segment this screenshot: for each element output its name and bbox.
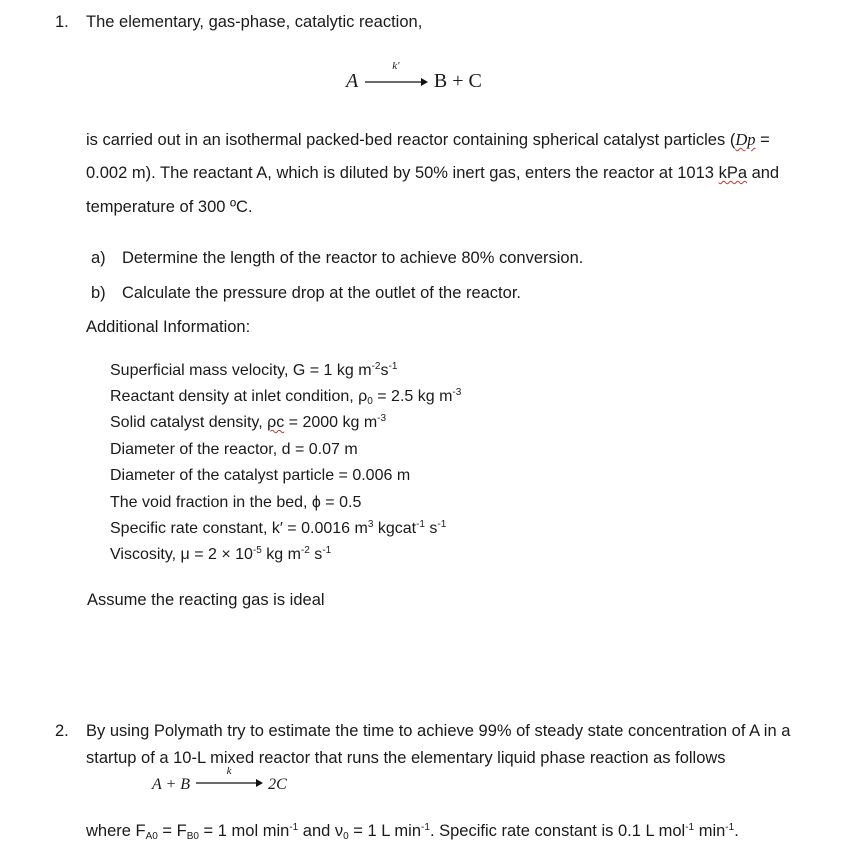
q2-where-line: where $F_{A0} = F_{B0} = 1$ mol $\min^{-1}$ and $\nu_0 = 1$ L $\min^{-1}$. Specific rate constant is 0.1 L mol$^{-1}$ $\min^{-1}$. — [86, 822, 739, 842]
info-catalyst-density: Solid catalyst density, ρc = 2000 kg $m^{-3}$ — [110, 413, 387, 431]
q1-body-line2 — [86, 164, 779, 183]
info-viscosity: Viscosity, $\mu = 2 \times 10^{-5}$ kg $m^{-2}$ $s^{-1}$ — [110, 545, 332, 563]
q2-number: 2. — [55, 722, 69, 740]
assume-ideal-gas: Assume the reacting gas is ideal — [87, 591, 325, 609]
info-reactor-diameter: Diameter of the reactor, d = 0.07 m — [110, 441, 358, 458]
q1-reactant: A — [346, 70, 358, 92]
q2-line1: By using Polymath try to estimate the time to achieve 99% of steady state concentration of A in a — [86, 722, 791, 740]
q1-body-line1 — [86, 130, 770, 150]
part-b-label: b) — [91, 284, 106, 302]
info-void-fraction: The void fraction in the bed, ϕ = 0.5 — [110, 494, 362, 511]
additional-info-title: Additional Information: — [86, 318, 251, 336]
part-a-label: a) — [91, 249, 106, 267]
q2-reaction-equation — [152, 765, 287, 794]
part-a-text: Determine the length of the reactor to achieve 80% conversion. — [122, 249, 584, 267]
q1-number: 1. — [55, 13, 69, 31]
reaction-arrow-icon — [194, 765, 264, 794]
info-mass-velocity: Superficial mass velocity, G = 1 kg $m^{-2}s^{-1}$ — [110, 361, 398, 379]
q2-rate-constant: k — [226, 765, 232, 778]
q1-body-text: is carried out in an isothermal packed-bed reactor containing spherical catalyst particles ( — [86, 131, 736, 149]
q2-products: 2C — [268, 776, 287, 793]
q1-title: The elementary, gas-phase, catalytic reaction, — [86, 13, 423, 31]
q2-line2: startup of a 10-L mixed reactor that runs the elementary liquid phase reaction as follows — [86, 749, 726, 767]
part-b-text: Calculate the pressure drop at the outlet of the reactor. — [122, 284, 521, 302]
info-rate-constant: Specific rate constant, k′ = 0.0016 $m^3$ kgcat$^{-1}$ $s^{-1}$ — [110, 519, 447, 537]
reaction-arrow-icon — [363, 59, 429, 94]
q2-reactants: A + B — [152, 776, 191, 793]
q1-body-text: and — [747, 164, 780, 182]
q1-rate-constant: k′ — [392, 59, 400, 72]
q1-products: B + C — [433, 70, 482, 92]
q1-body-text: = — [755, 131, 770, 149]
q1-reaction-equation — [346, 59, 482, 94]
dp-symbol: Dp — [735, 130, 756, 149]
q1-body-line3: temperature of 300 ºC. — [86, 198, 253, 216]
info-particle-diameter: Diameter of the catalyst particle = 0.006 m — [110, 467, 411, 484]
kpa-unit: kPa — [718, 164, 747, 182]
rho-c-symbol: ρc — [267, 414, 285, 431]
q1-body-text: 0.002 m). The reactant A, which is diluted by 50% inert gas, enters the reactor at 1013 — [86, 164, 719, 182]
info-inlet-density: Reactant density at inlet condition, $\rho_0 = 2.5$ kg $m^{-3}$ — [110, 387, 462, 407]
